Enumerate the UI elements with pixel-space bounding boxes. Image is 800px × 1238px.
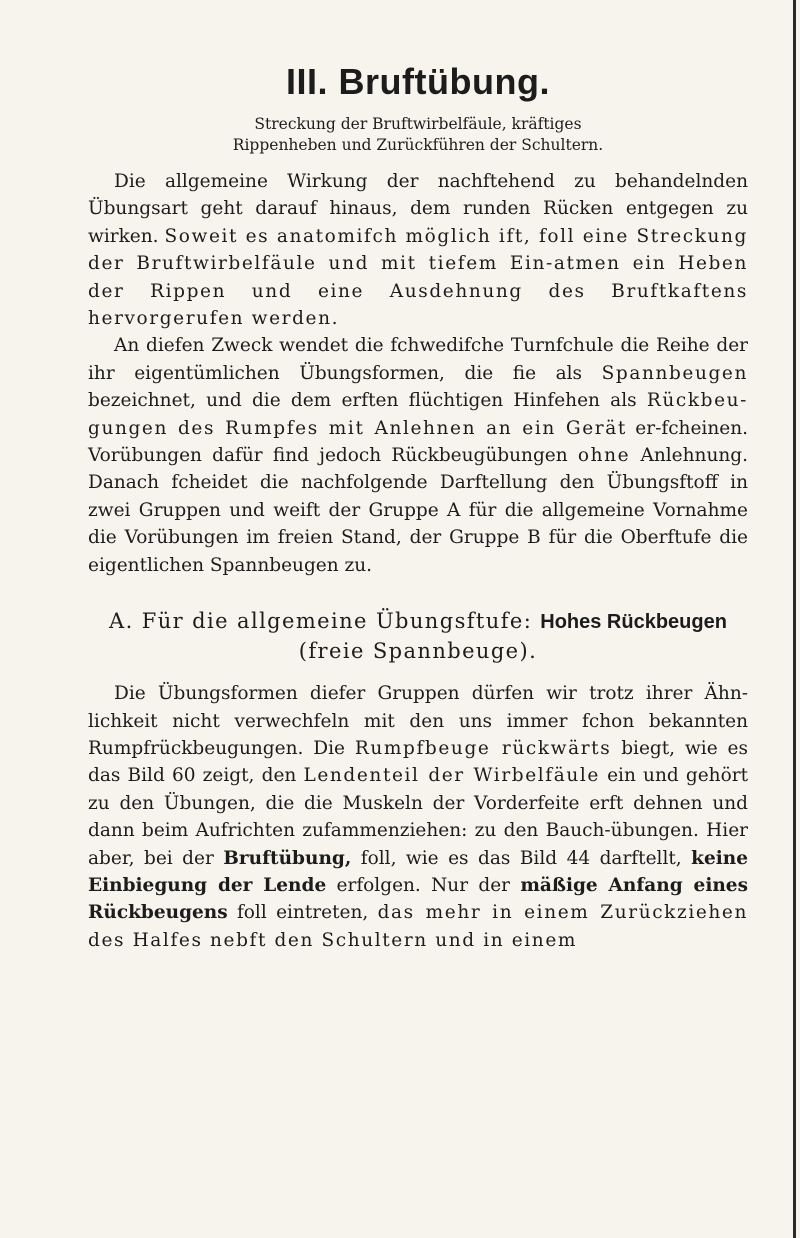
para3-bold-3: mäßige Anfang eines Rückbeugens xyxy=(88,874,748,924)
chapter-subtitle xyxy=(88,114,748,156)
para2-spaced-1: Spannbeugen xyxy=(601,362,748,384)
subtitle-line-2: Rippenheben und Zurückführen der Schultern. xyxy=(232,136,604,154)
section-a-lead: A. Für die allgemeine Übungsftufe: xyxy=(109,609,541,634)
chapter-title: III. Bruftübung. xyxy=(286,61,550,102)
para3-spaced-2: Lendenteil der Wirbelfäule xyxy=(303,765,600,787)
para3-text-5: erfolgen. Nur der xyxy=(326,874,521,896)
para2-spaced-2: Rückbeu-gungen des Rumpfes mit Anlehnen an ein Gerät xyxy=(88,390,748,439)
section-a-sub: (freie Spannbeuge). xyxy=(298,639,538,664)
section-a-heading xyxy=(88,607,748,666)
paragraph-intro-spaced: Soweit es anatomifch möglich ift, foll eine Streckung der Bruftwirbelfäule und mit tiefem Ein-atmen ein Heben der Rippen und eine Ausdehnung des Bruftkaftens hervorgerufen werden. xyxy=(88,225,748,330)
paragraph-intro xyxy=(88,168,748,332)
paragraph-spannbeugen xyxy=(88,332,748,579)
para3-text-3: ein und gehört zu den Übungen, die die Muskeln der Vorderfeite erft dehnen und dann beim Aufrichten zufammenziehen: zu den Bauch-übungen. Hier aber, bei der xyxy=(88,765,749,869)
subtitle-line-1: Streckung der Bruftwirbelfäule, kräftiges xyxy=(254,115,582,133)
page-edge-line xyxy=(793,0,796,1238)
para3-spaced-1: Rumpfbeuge rückwärts xyxy=(354,737,612,759)
para3-text-4: foll, wie es das Bild 44 darftellt, xyxy=(351,847,692,869)
para3-spaced-3: das mehr in einem Zurückziehen des Halfes nebft den Schultern und in einem xyxy=(88,902,748,951)
paragraph-intro-text-1: Die allgemeine Wirkung der nachftehend zu behandelnden Übungsart geht darauf hinaus, dem runden Rücken entgegen zu wirken. xyxy=(88,171,748,247)
section-a-line-1 xyxy=(88,607,748,637)
para2-spaced-3: ohne xyxy=(577,445,631,467)
para2-text-1: An diefen Zweck wendet die fchwedifche Turnfchule die Reihe der ihr eigentümlichen Übungsformen, die fie als xyxy=(88,335,748,384)
para3-text-1: Die Übungsformen diefer Gruppen dürfen wir trotz ihrer Ähn-lichkeit nicht verwechfeln mit den uns immer fchon bekannten Rumpfrückbeugungen. Die xyxy=(88,683,748,759)
para3-text-2: biegt, wie es das Bild 60 zeigt, den xyxy=(88,737,748,787)
paragraph-uebungsformen xyxy=(88,680,748,954)
para2-text-4: Anlehnung. Danach fcheidet die nachfolgende Darftellung den Übungsftoff in zwei Gruppen und weift der Gruppe A für die allgemeine Vornahme die Vorübungen im freien Stand, der Gruppe B für die Oberftufe die eigentlichen Spannbeugen zu. xyxy=(88,445,748,576)
para3-bold-2: keine Einbiegung der Lende xyxy=(88,847,748,896)
page-content xyxy=(88,62,748,954)
section-a-strong: Hohes Rückbeugen xyxy=(540,611,727,634)
para3-bold-1: Bruftübung, xyxy=(223,847,352,869)
para2-text-3: er-fcheinen. Vorübungen dafür find jedoch Rückbeugübungen xyxy=(88,417,748,467)
para3-text-6: foll eintreten, xyxy=(227,902,378,924)
para2-text-2: bezeichnet, und die dem erften flüchtigen Hinfehen als xyxy=(88,390,647,412)
